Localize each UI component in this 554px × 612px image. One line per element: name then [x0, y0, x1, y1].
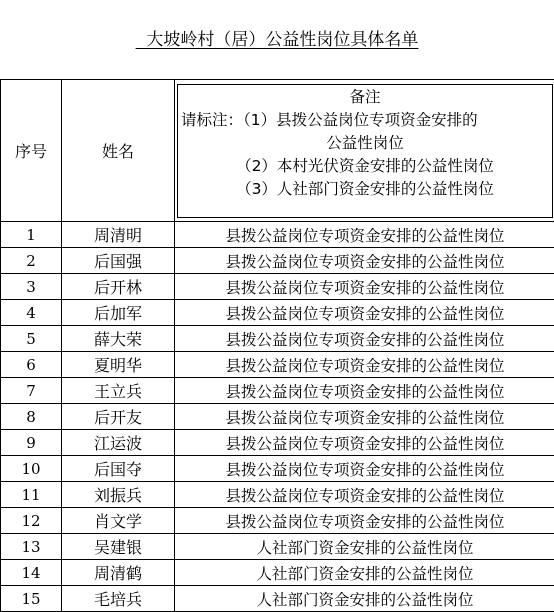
table-row — [1, 482, 554, 508]
row-index: 6 — [1, 352, 62, 378]
row-name: 周清明 — [62, 222, 175, 248]
table-row — [1, 404, 554, 430]
row-position-type: 县拨公益岗位专项资金安排的公益性岗位 — [175, 508, 554, 534]
row-position-type: 县拨公益岗位专项资金安排的公益性岗位 — [175, 482, 554, 508]
remark-note-1-cont: 公益性岗位 — [178, 132, 552, 155]
row-index: 2 — [1, 248, 62, 274]
row-position-type: 人社部门资金安排的公益性岗位 — [175, 586, 554, 612]
remark-note-1: 请标注：（1）县拨公益岗位专项资金安排的 — [178, 109, 552, 132]
row-name: 吴建银 — [62, 534, 175, 560]
row-name: 毛培兵 — [62, 586, 175, 612]
table-row — [1, 430, 554, 456]
row-index: 1 — [1, 222, 62, 248]
title-band — [0, 0, 554, 79]
table-row — [1, 352, 554, 378]
table-row — [1, 378, 554, 404]
row-index: 14 — [1, 560, 62, 586]
row-index: 15 — [1, 586, 62, 612]
index-header: 序号 — [1, 80, 62, 222]
table-row — [1, 586, 554, 612]
row-name: 后加军 — [62, 300, 175, 326]
table-row — [1, 534, 554, 560]
row-position-type: 县拨公益岗位专项资金安排的公益性岗位 — [175, 274, 554, 300]
row-name: 后国夺 — [62, 456, 175, 482]
table-row — [1, 300, 554, 326]
row-name: 周清鹤 — [62, 560, 175, 586]
row-index: 3 — [1, 274, 62, 300]
row-name: 后开林 — [62, 274, 175, 300]
table-row — [1, 274, 554, 300]
table-row — [1, 248, 554, 274]
remark-note-3: （3）人社部门资金安排的公益性岗位 — [178, 178, 552, 201]
row-name: 江运波 — [62, 430, 175, 456]
row-name: 肖文学 — [62, 508, 175, 534]
row-name: 薛大荣 — [62, 326, 175, 352]
row-index: 11 — [1, 482, 62, 508]
table-row — [1, 456, 554, 482]
row-position-type: 县拨公益岗位专项资金安排的公益性岗位 — [175, 352, 554, 378]
table-row — [1, 508, 554, 534]
row-position-type: 县拨公益岗位专项资金安排的公益性岗位 — [175, 378, 554, 404]
row-position-type: 县拨公益岗位专项资金安排的公益性岗位 — [175, 430, 554, 456]
row-position-type: 人社部门资金安排的公益性岗位 — [175, 534, 554, 560]
roster-table — [0, 79, 554, 612]
remark-note-2: （2）本村光伏资金安排的公益性岗位 — [178, 155, 552, 178]
row-index: 12 — [1, 508, 62, 534]
row-position-type: 县拨公益岗位专项资金安排的公益性岗位 — [175, 300, 554, 326]
row-name: 后开友 — [62, 404, 175, 430]
row-position-type: 县拨公益岗位专项资金安排的公益性岗位 — [175, 404, 554, 430]
row-index: 9 — [1, 430, 62, 456]
row-index: 7 — [1, 378, 62, 404]
remark-box — [177, 84, 553, 218]
row-position-type: 县拨公益岗位专项资金安排的公益性岗位 — [175, 248, 554, 274]
table-row — [1, 560, 554, 586]
row-index: 8 — [1, 404, 62, 430]
remark-title: 备注 — [178, 86, 552, 109]
row-position-type: 县拨公益岗位专项资金安排的公益性岗位 — [175, 326, 554, 352]
row-index: 4 — [1, 300, 62, 326]
table-row — [1, 222, 554, 248]
remark-header — [175, 80, 554, 222]
row-name: 后国强 — [62, 248, 175, 274]
row-name: 夏明华 — [62, 352, 175, 378]
row-index: 5 — [1, 326, 62, 352]
row-index: 13 — [1, 534, 62, 560]
row-position-type: 县拨公益岗位专项资金安排的公益性岗位 — [175, 222, 554, 248]
header-row — [1, 80, 554, 222]
table-row — [1, 326, 554, 352]
name-header: 姓名 — [62, 80, 175, 222]
row-name: 刘振兵 — [62, 482, 175, 508]
row-index: 10 — [1, 456, 62, 482]
row-position-type: 县拨公益岗位专项资金安排的公益性岗位 — [175, 456, 554, 482]
document-title: 大坡岭村（居）公益性岗位具体名单 — [0, 28, 554, 52]
row-position-type: 人社部门资金安排的公益性岗位 — [175, 560, 554, 586]
row-name: 王立兵 — [62, 378, 175, 404]
